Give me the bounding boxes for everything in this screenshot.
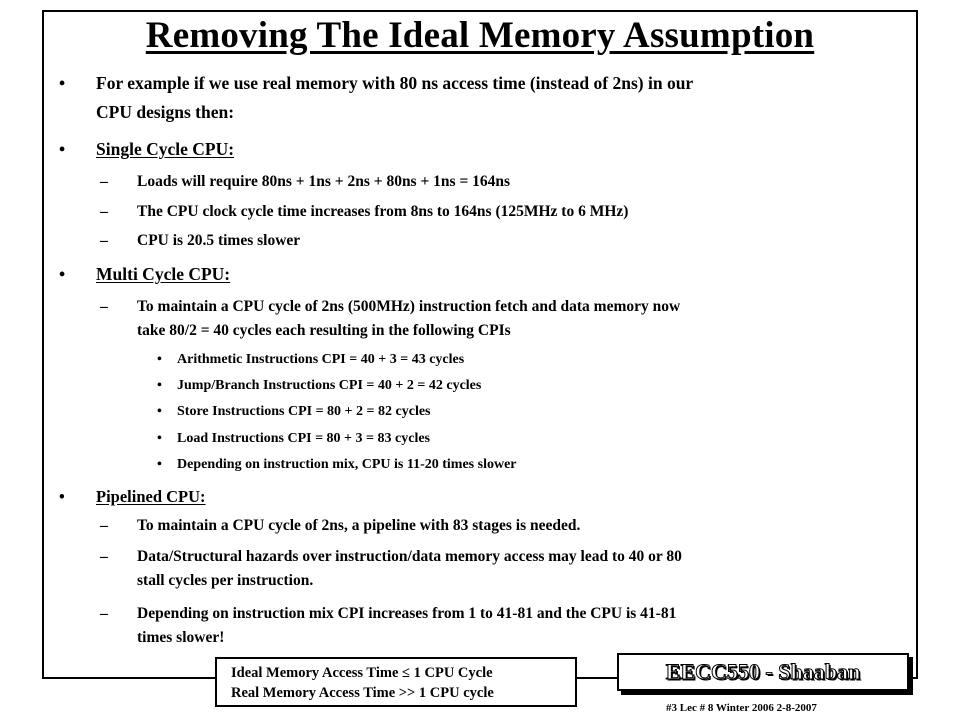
list-item-cont xyxy=(137,322,511,340)
sub-list-item xyxy=(157,404,431,420)
sub-list-item xyxy=(157,352,465,368)
sub-list-item-text: Depending on instruction mix, CPU is 11-20 times slower xyxy=(177,457,517,472)
intro-text-cont: CPU designs then: xyxy=(96,102,235,122)
dash-icon: – xyxy=(100,605,108,622)
bullet-icon: • xyxy=(157,378,162,393)
memory-note-box xyxy=(215,657,577,707)
bullet-icon: • xyxy=(59,487,65,506)
list-item-text: To maintain a CPU cycle of 2ns (500MHz) instruction fetch and data memory now xyxy=(137,298,681,315)
dash-icon: – xyxy=(100,203,108,220)
list-item xyxy=(100,173,511,191)
note-line-1-text: Ideal Memory Access Time xyxy=(231,665,403,681)
bullet-icon: • xyxy=(59,139,66,159)
slide-title: Removing The Ideal Memory Assumption xyxy=(145,15,815,56)
single-cycle-heading xyxy=(59,139,235,160)
list-item xyxy=(100,298,681,316)
sub-list-item xyxy=(157,431,430,447)
list-item-text: CPU is 20.5 times slower xyxy=(137,232,301,249)
bullet-icon: • xyxy=(157,457,162,472)
less-equal-symbol: ≤ xyxy=(402,665,410,681)
dash-icon: – xyxy=(100,517,108,534)
list-item xyxy=(100,548,682,566)
sub-list-item-text: Load Instructions CPI = 80 + 3 = 83 cycles xyxy=(177,431,430,446)
multi-cycle-heading-text: Multi Cycle CPU: xyxy=(96,264,231,284)
list-item-text-cont: stall cycles per instruction. xyxy=(137,572,314,589)
sub-list-item-text: Store Instructions CPI = 80 + 2 = 82 cycles xyxy=(177,404,431,419)
list-item-cont xyxy=(137,629,224,647)
multi-cycle-heading xyxy=(59,264,231,285)
list-item-text: Depending on instruction mix CPI increases from 1 to 41-81 and the CPU is 41-81 xyxy=(137,605,677,622)
note-line-2: Real Memory Access Time >> 1 CPU cycle xyxy=(231,685,494,701)
list-item-text: The CPU clock cycle time increases from 8ns to 164ns (125MHz to 6 MHz) xyxy=(137,203,629,220)
list-item-text: Loads will require 80ns + 1ns + 2ns + 80ns + 1ns = 164ns xyxy=(137,173,511,190)
dash-icon: – xyxy=(100,173,108,190)
intro-bullet-cont xyxy=(96,102,234,123)
list-item-text: To maintain a CPU cycle of 2ns, a pipeline with 83 stages is needed. xyxy=(137,517,581,534)
sub-list-item xyxy=(157,378,482,394)
intro-bullet xyxy=(59,73,694,94)
list-item-text-cont: take 80/2 = 40 cycles each resulting in the following CPIs xyxy=(137,322,511,339)
sub-list-item-text: Jump/Branch Instructions CPI = 40 + 2 = 42 cycles xyxy=(177,378,482,393)
pipelined-heading xyxy=(59,487,206,507)
list-item-text: Data/Structural hazards over instruction/data memory access may lead to 40 or 80 xyxy=(137,548,682,565)
bullet-icon: • xyxy=(157,404,162,419)
course-badge: EECC550 - Shaaban xyxy=(617,653,909,691)
note-line-1-text-end: 1 CPU Cycle xyxy=(409,665,493,681)
bullet-icon: • xyxy=(157,352,162,367)
list-item xyxy=(100,203,629,221)
list-item-cont xyxy=(137,572,313,590)
dash-icon: – xyxy=(100,298,108,315)
slide-footer: #3 Lec # 8 Winter 2006 2-8-2007 xyxy=(666,702,817,714)
bullet-icon: • xyxy=(59,264,66,284)
bullet-icon: • xyxy=(157,431,162,446)
dash-icon: – xyxy=(100,232,108,249)
list-item xyxy=(100,232,301,250)
pipelined-heading-text: Pipelined CPU: xyxy=(96,487,206,506)
sub-list-item-text: Arithmetic Instructions CPI = 40 + 3 = 43 cycles xyxy=(177,352,465,367)
list-item xyxy=(100,605,677,623)
intro-text: For example if we use real memory with 80 ns access time (instead of 2ns) in our xyxy=(96,73,694,93)
sub-list-item xyxy=(157,457,517,473)
bullet-icon: • xyxy=(59,73,66,93)
single-cycle-heading-text: Single Cycle CPU: xyxy=(96,139,235,159)
list-item xyxy=(100,517,581,535)
dash-icon: – xyxy=(100,548,108,565)
note-line-1 xyxy=(231,663,575,683)
list-item-text-cont: times slower! xyxy=(137,629,225,646)
